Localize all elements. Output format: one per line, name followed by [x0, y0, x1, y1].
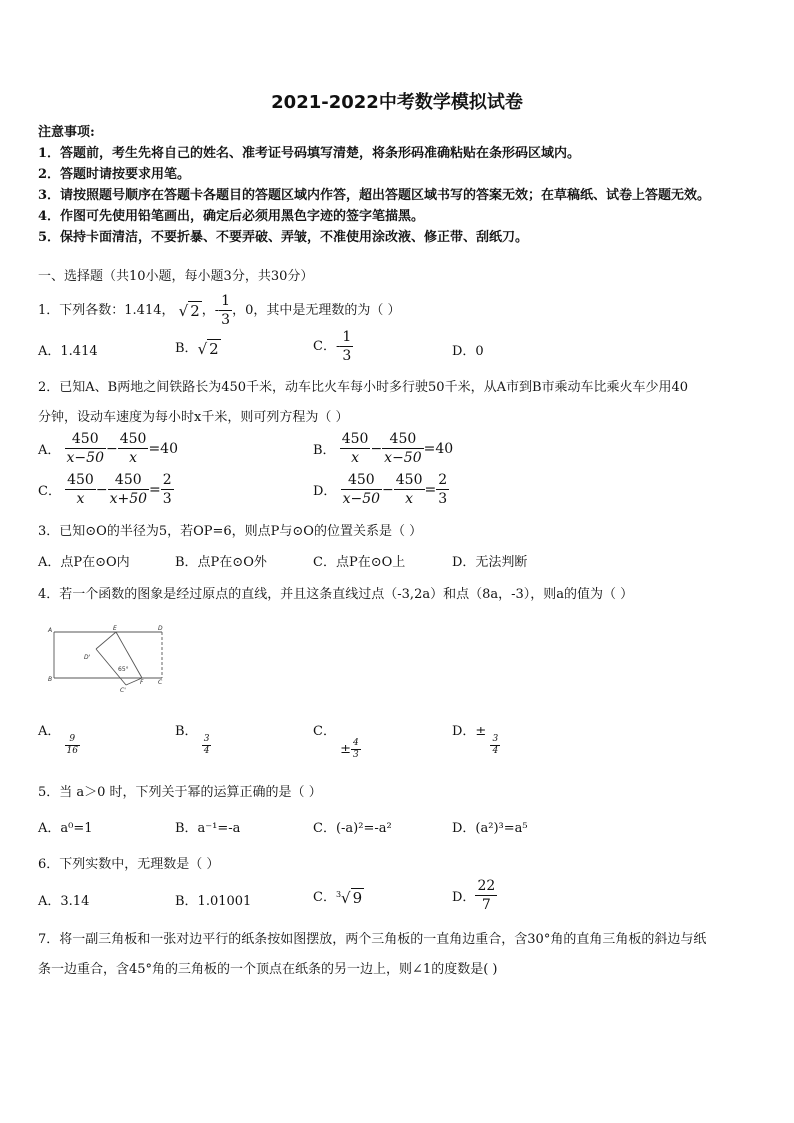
- q6-option-c: C．$^3$√ 9: [313, 888, 363, 907]
- notice-heading: 注意事项:: [38, 125, 95, 140]
- question-1: 1．下列各数：1.414， √ 2 ，- $\frac{1}{3}$ ，0，其中是无理数的为（ ）: [38, 293, 401, 328]
- q2-option-d: D． $\frac{450}{x-50}$ − $\frac{450}{x}$ = $\frac{2}{3}$: [313, 472, 448, 507]
- q1-stem-b: ，0，其中是无理数的为（ ）: [232, 303, 401, 318]
- q4-stem: 4．若一个函数的图象是经过原点的直线，并且这条直线过点（-3,2a）和点（8a，-3），则a的值为（ ）: [38, 587, 634, 602]
- q1-option-d: D．0: [452, 344, 484, 359]
- page-title: 2021-2022中考数学模拟试卷: [271, 92, 523, 113]
- fig-label-f: F: [140, 679, 144, 686]
- q6-option-a: A．3.14: [38, 894, 90, 909]
- notice-item: 3．请按照题号顺序在答题卡各题目的答题区域内作答，超出答题区域书写的答案无效；在草稿纸、试卷上答题无效。: [38, 188, 711, 203]
- q5-option-d: D．(a²)³=a⁵: [452, 821, 528, 836]
- q5-option-c: C．(-a)²=-a²: [313, 821, 392, 836]
- q2-stem-line2: 分钟，设动车速度为每小时x千米，则可列方程为（ ）: [38, 410, 349, 425]
- q3-stem: 3．已知⊙O的半径为5，若OP=6，则点P与⊙O的位置关系是（ ）: [38, 524, 423, 539]
- fig-label-d-prime: D': [84, 654, 91, 661]
- section-heading: 一、选择题（共10小题，每小题3分，共30分）: [38, 269, 314, 284]
- fig-label-d: D: [158, 625, 163, 632]
- notice-item: 5．保持卡面清洁，不要折暴、不要弄破、弄皱，不准使用涂改液、修正带、刮纸刀。: [38, 230, 529, 245]
- q5-option-b: B．a⁻¹=-a: [175, 821, 241, 836]
- q6-option-d: D． $\frac{22}{7}$: [452, 878, 496, 913]
- notice-item: 2．答题时请按要求用笔。: [38, 167, 191, 182]
- fig-label-a: A: [48, 627, 53, 634]
- fig-label-b: B: [48, 676, 53, 683]
- q1-option-a: A．1.414: [38, 344, 98, 359]
- fig-label-e: E: [113, 625, 117, 632]
- q7-stem-line2: 条一边重合，含45°角的三角板的一个顶点在纸条的另一边上，则∠1的度数是( ): [38, 962, 498, 977]
- q4-option-c: C． ± $\frac{4}{3}$: [313, 724, 359, 760]
- q7-stem-line1: 7．将一副三角板和一张对边平行的纸条按如图摆放，两个三角板的一直角边重合，含30°角的直角三角板的斜边与纸: [38, 932, 707, 947]
- fig-label-angle: 65°: [118, 666, 129, 673]
- q4-option-b: B． $\frac{3}{4}$: [175, 724, 210, 756]
- q6-stem: 6．下列实数中，无理数是（ ）: [38, 857, 220, 872]
- q4-figure: [46, 623, 171, 695]
- q2-stem-line1: 2．已知A、B两地之间铁路长为450千米，动车比火车每小时多行驶50千米，从A市到B市乘动车比乘火车少用40: [38, 380, 689, 395]
- q6-option-b: B．1.01001: [175, 894, 252, 909]
- q2-option-a: A． $\frac{450}{x-50}$ − $\frac{450}{x}$ =40: [38, 431, 178, 466]
- q2-option-c: C． $\frac{450}{x}$ − $\frac{450}{x+50}$ = $\frac{2}{3}$: [38, 472, 172, 507]
- q1-option-b: B．√ 2: [175, 339, 219, 358]
- q5-stem: 5．当 a＞0 时，下列关于幂的运算正确的是（ ）: [38, 785, 322, 800]
- q1-stem-a: 1．下列各数：1.414，: [38, 303, 175, 318]
- q4-option-a: A． $\frac{9}{16}$: [38, 724, 78, 756]
- notice-item: 4．作图可先使用铅笔画出，确定后必须用黑色字迹的签字笔描黑。: [38, 209, 425, 224]
- fig-label-c-prime: C': [120, 687, 126, 694]
- q4-option-d: D．± $\frac{3}{4}$: [452, 724, 499, 756]
- q2-option-b: B． $\frac{450}{x}$ − $\frac{450}{x-50}$ =40: [313, 431, 454, 466]
- q3-option-a: A．点P在⊙O内: [38, 555, 130, 570]
- q3-option-b: B．点P在⊙O外: [175, 555, 267, 570]
- notice-item: 1．答题前，考生先将自己的姓名、准考证号码填写清楚，将条形码准确粘贴在条形码区域内。: [38, 146, 581, 161]
- fraction-1-3: $\frac{1}{3}$: [221, 293, 231, 328]
- q1-option-c: C．- $\frac{1}{3}$: [313, 329, 352, 364]
- fig-label-c: C: [158, 679, 163, 686]
- sqrt-2: √ 2: [178, 301, 200, 320]
- q3-option-d: D．无法判断: [452, 555, 528, 570]
- q5-option-a: A．a⁰=1: [38, 821, 93, 836]
- q3-option-c: C．点P在⊙O上: [313, 555, 406, 570]
